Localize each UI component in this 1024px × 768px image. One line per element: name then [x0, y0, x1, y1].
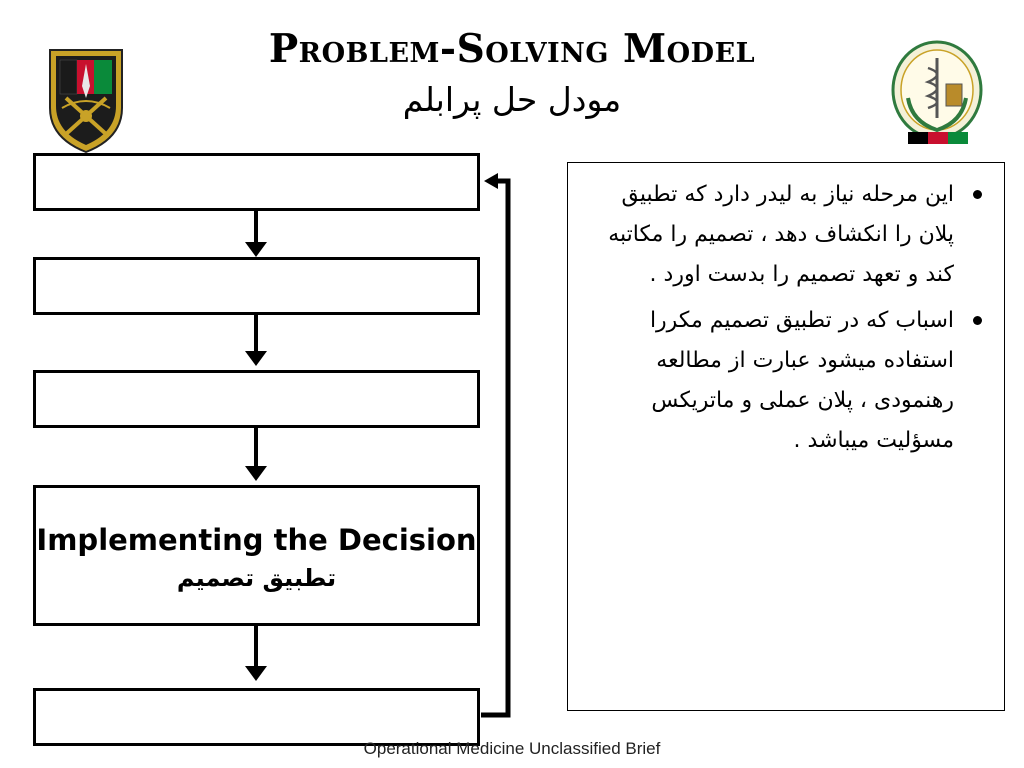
bullet-text: این مرحله نیاز به لیدر دارد که تطبیق پلان را انکشاف دهد ، تصمیم را مکاتبه کند و تعهد تصمیم را بدست اورد .	[608, 182, 954, 287]
flowchart-step	[33, 688, 480, 746]
bullet-icon	[973, 190, 982, 199]
list-item	[582, 175, 988, 295]
flowchart-step	[33, 370, 480, 428]
bullet-text: اسباب که در تطبیق تصمیم مکررا استفاده میشود عبارت از مطالعه رهنمودی ، پلان عملی و ماتریکس مسؤلیت میباشد .	[649, 308, 954, 453]
unit-insignia-logo	[46, 46, 126, 156]
flowchart-step-implementing-decision	[33, 485, 480, 626]
feedback-loop-arrow	[481, 173, 508, 715]
down-arrow	[245, 211, 267, 257]
page-subtitle: مودل حل پرابلم	[402, 80, 622, 119]
list-item	[582, 301, 988, 461]
footer-text: Operational Medicine Unclassified Brief	[363, 739, 661, 758]
flowchart-step	[33, 153, 480, 211]
description-panel	[567, 162, 1005, 711]
down-arrow	[245, 428, 267, 481]
bullet-list	[568, 163, 1004, 461]
step-title: Implementing the Decision	[36, 522, 477, 557]
medical-seal-logo	[888, 38, 986, 148]
down-arrow	[245, 626, 267, 681]
bullet-icon	[973, 316, 982, 325]
page-title: Problem-Solving Model	[268, 26, 756, 72]
step-subtitle: تطبیق تصمیم	[176, 563, 337, 592]
down-arrow	[245, 315, 267, 366]
flowchart-step	[33, 257, 480, 315]
